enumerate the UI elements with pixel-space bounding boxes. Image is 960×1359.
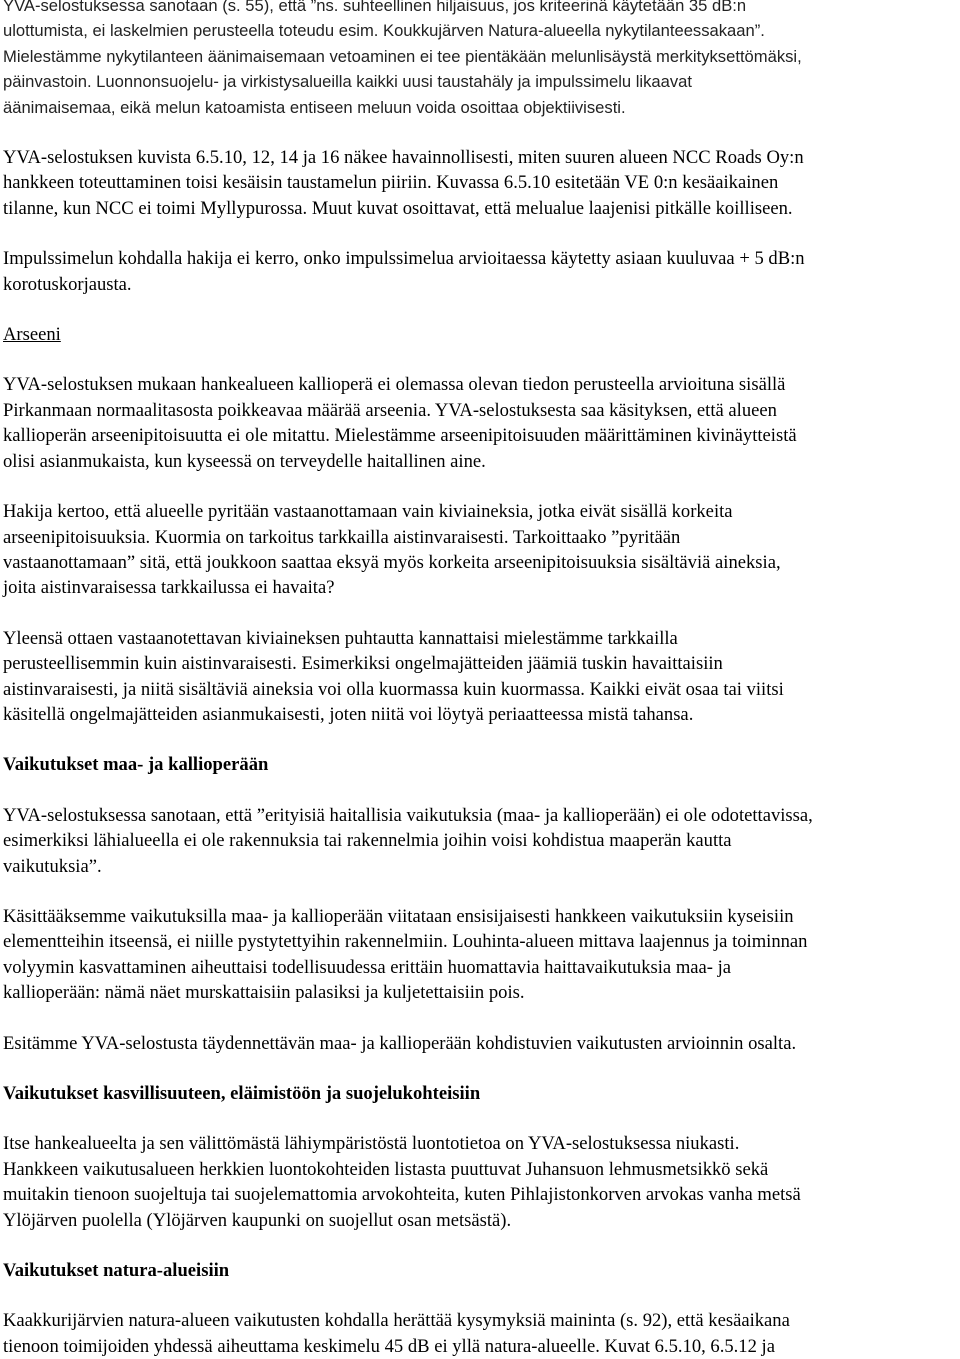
arseeni-paragraph-2: [3, 499, 960, 601]
text-line: äänimaisemaa, eikä melun katoamista entiseen meluun voida osoittaa objektiivisesti.: [3, 97, 626, 117]
text-line: Pirkanmaan normaalitasosta poikkeavaa määrää arseenia. YVA-selostuksesta saa käsityksen, että alueen: [3, 399, 777, 421]
heading-natura: Vaikutukset natura-alueisiin: [3, 1260, 230, 1282]
text-line: Itse hankealueelta ja sen välittömästä lähiympäristöstä luontotietoa on YVA-selostuksessa niukasti.: [3, 1133, 740, 1155]
intro-paragraph: [3, 0, 960, 120]
text-line: Hakija kertoo, että alueelle pyritään vastaanottamaan vain kiviaineksia, jotka eivät sisällä korkeita: [3, 501, 733, 523]
maa-paragraph-3: [3, 1031, 960, 1056]
text-line: Ylöjärven puolella (Ylöjärven kaupunki on suojellut osan metsästä).: [3, 1209, 512, 1231]
text-line: elementteihin itseensä, ei niille pystytettyihin rakennelmiin. Louhinta-alueen mittava laajennus ja toiminnan: [3, 931, 808, 953]
paragraph-impulssimelu: [3, 246, 960, 297]
text-line: YVA-selostuksen mukaan hankealueen kallioperä ei olemassa olevan tiedon perusteella arvioituna sisällä: [3, 374, 786, 396]
text-line: olisi asianmukaista, kun kyseessä on terveydelle haitallinen aine.: [3, 450, 486, 472]
text-line: arseenipitoisuuksia. Kuormia on tarkoitus tarkkailla aistinvaraisesti. Tarkoittaako ”pyritään: [3, 526, 681, 548]
text-line: ulottumista, ei laskelmien perusteella toteudu esim. Koukkujärven Natura-alueella nykytilanteessakaan”.: [3, 21, 765, 41]
text-line: muitakin tienoon suojeltuja tai suojelemattomia arvokohteita, kuten Pihlajistonkorven arvokas vanha metsä: [3, 1184, 801, 1206]
text-line: Esitämme YVA-selostusta täydennettävän maa- ja kallioperään kohdistuvien vaikutusten arvioinnin osalta.: [3, 1032, 797, 1054]
text-line: tienoon toimijoiden yhdessä aiheuttama keskimelu 45 dB ei yllä natura-alueelle. Kuvat 6.5.10, 6.5.12 ja: [3, 1335, 775, 1357]
text-line: korotuskorjausta.: [3, 273, 132, 295]
text-line: Hankkeen vaikutusalueen herkkien luontokohteiden listasta puuttuvat Juhansuon lehmusmetsikkö sekä: [3, 1158, 769, 1180]
arseeni-paragraph-3: [3, 626, 960, 728]
heading-arseeni: Arseeni: [3, 324, 61, 346]
text-line: kallioperään: nämä näet murskattaisiin palasiksi ja kuljetettaisiin pois.: [3, 982, 525, 1004]
maa-paragraph-2: [3, 904, 960, 1006]
text-line: vaikutuksia”.: [3, 855, 102, 877]
arseeni-paragraph-1: [3, 372, 960, 474]
text-line: Käsittääksemme vaikutuksilla maa- ja kallioperään viitataan ensisijaisesti hankkeen vaikutuksiin kyseisiin: [3, 905, 794, 927]
text-line: joita aistinvaraisessa tarkkailussa ei havaita?: [3, 577, 335, 599]
text-line: Impulssimelun kohdalla hakija ei kerro, onko impulssimelua arvioitaessa käytetty asiaan kuuluvaa + 5 dB:n: [3, 248, 805, 270]
maa-paragraph-1: [3, 803, 960, 879]
text-line: päinvastoin. Luonnonsuojelu- ja virkistysalueilla kaikki uusi taustahäly ja impulssimelu likaavat: [3, 72, 692, 92]
text-line: Kaakkurijärvien natura-alueen vaikutusten kohdalla herättää kysymyksiä maininta (s. 92), että kesäaikana: [3, 1310, 790, 1332]
text-line: vastaanottamaan” sitä, että joukkoon saattaa eksyä myös korkeita arseenipitoisuuksia sisältäviä aineksia,: [3, 551, 781, 573]
text-line: YVA-selostuksen kuvista 6.5.10, 12, 14 ja 16 näkee havainnollisesti, miten suuren alueen NCC Roads Oy:n: [3, 147, 804, 169]
text-line: esimerkiksi lähialueella ei ole rakennuksia tai rakennelmia joihin voisi kohdistua maaperän kautta: [3, 830, 732, 852]
text-line: Mielestämme nykytilanteen äänimaisemaan vetoaminen ei tee pientäkään melunlisäystä merkityksettömäksi,: [3, 46, 802, 66]
text-line: YVA-selostuksessa sanotaan, että ”erityisiä haitallisia vaikutuksia (maa- ja kallioperään) ei ole odotettavissa,: [3, 804, 813, 826]
text-line: tilanne, kun NCC ei toimi Myllypurossa. Muut kuvat osoittavat, että melualue laajenisi pitkälle koilliseen.: [3, 197, 793, 219]
text-line: hankkeen toteuttaminen toisi kesäisin taustamelun piiriin. Kuvassa 6.5.10 esitetään VE 0:n kesäaikainen: [3, 172, 779, 194]
text-line: perusteellisemmin kuin aistinvaraisesti. Esimerkiksi ongelmajätteiden jäämiä tuskin havaittaisiin: [3, 653, 723, 675]
heading-maa-ja-kallioperaan: Vaikutukset maa- ja kallioperään: [3, 754, 269, 776]
text-line: YVA-selostuksessa sanotaan (s. 55), että ”ns. suhteellinen hiljaisuus, jos kriteerinä käytetään 35 dB:n: [3, 0, 747, 15]
heading-kasvillisuus: Vaikutukset kasvillisuuteen, eläimistöön ja suojelukohteisiin: [3, 1083, 481, 1104]
text-line: kallioperän arseenipitoisuutta ei ole mitattu. Mielestämme arseenipitoisuuden määrittäminen kivinäytteistä: [3, 425, 797, 447]
text-line: Yleensä ottaen vastaanotettavan kiviaineksen puhtautta kannattaisi mielestämme tarkkailla: [3, 627, 678, 649]
text-line: volyymin kasvattaminen aiheuttaisi todellisuudessa erittäin huomattavia haittavaikutuksia maa- ja: [3, 956, 732, 978]
text-line: käsitellä ongelmajätteiden asianmukaisesti, joten niitä voi löytyä periaatteessa mistä tahansa.: [3, 703, 694, 725]
kasvillisuus-paragraph-1: [3, 1131, 960, 1233]
paragraph-kuvista: [3, 145, 960, 221]
text-line: aistinvaraisesti, ja niitä sisältäviä aineksia voi olla kuormassa kuin kuormassa. Kaikki eivät osaa tai viitsi: [3, 678, 784, 700]
natura-paragraph-1: [3, 1308, 960, 1359]
